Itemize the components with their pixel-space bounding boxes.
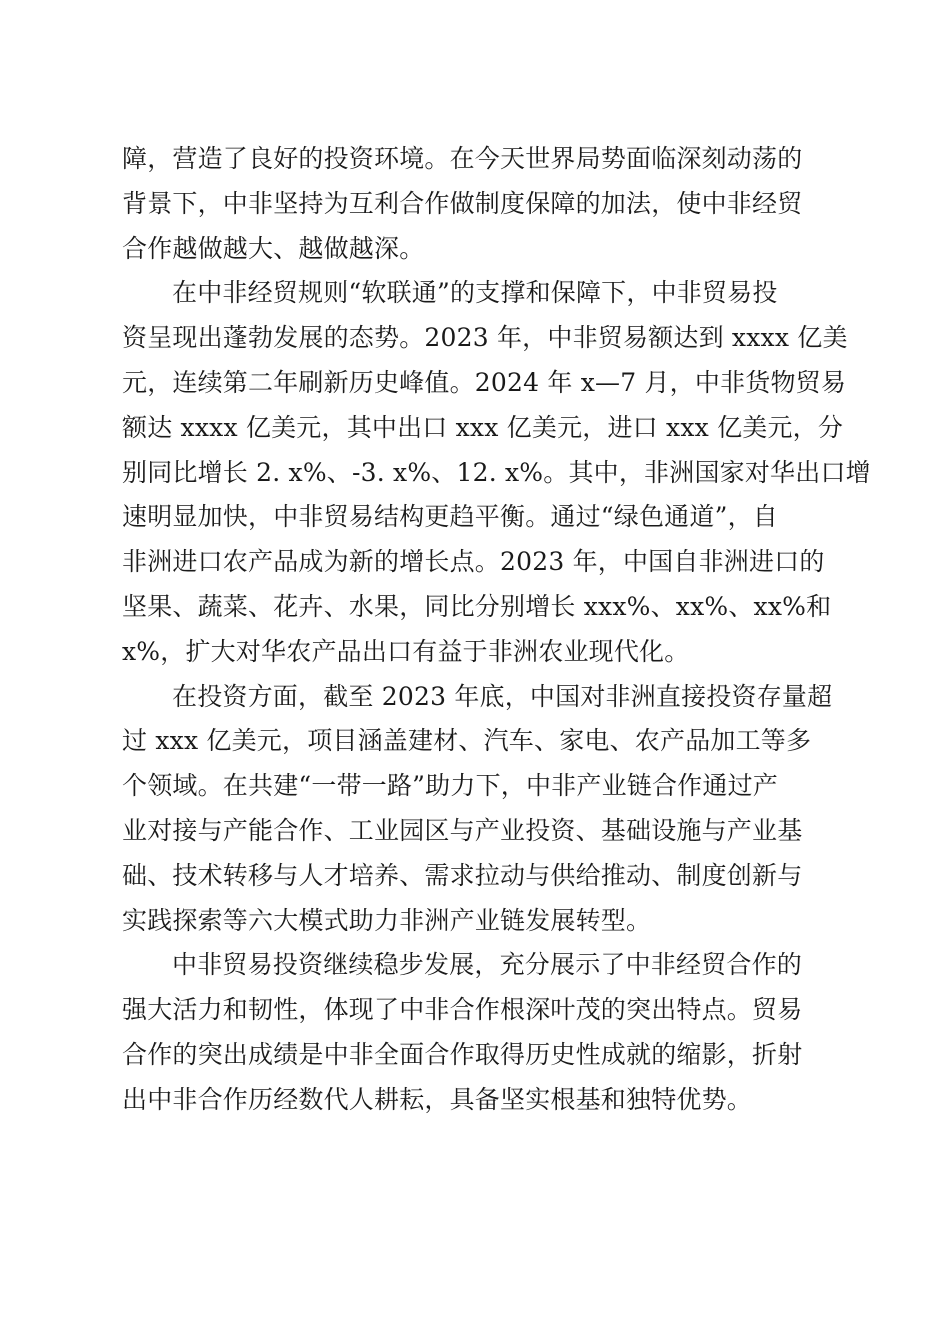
text-line: 额达 xxxx 亿美元，其中出口 xxx 亿美元，进口 xxx 亿美元，分 — [122, 412, 844, 442]
text-line: 坚果、蔬菜、花卉、水果，同比分别增长 xxx%、xx%、xx%和 — [122, 591, 832, 621]
text-line: 中非贸易投资继续稳步发展，充分展示了中非经贸合作的 — [172, 950, 803, 980]
paragraph-2 — [122, 271, 871, 674]
text-line: 业对接与产能合作、工业园区与产业投资、基础设施与产业基 — [122, 815, 803, 845]
text-line: 元，连续第二年刷新历史峰值。2024 年 x—7 月，中非货物贸易 — [122, 367, 847, 397]
text-line: 别同比增长 2. x%、-3. x%、12. x%。其中，非洲国家对华出口增 — [122, 457, 871, 487]
paragraph-3 — [122, 675, 832, 944]
paragraph-4 — [122, 943, 832, 1122]
text-line: 个领域。在共建“一带一路”助力下，中非产业链合作通过产 — [122, 771, 778, 801]
paragraph-1 — [122, 137, 832, 271]
body-text — [122, 137, 871, 1123]
text-line: 合作的突出成绩是中非全面合作取得历史性成就的缩影，折射 — [122, 1039, 803, 1069]
text-line: 非洲进口农产品成为新的增长点。2023 年，中国自非洲进口的 — [122, 547, 825, 577]
text-line: 础、技术转移与人才培养、需求拉动与供给推动、制度创新与 — [122, 860, 803, 890]
text-line: x%，扩大对华农产品出口有益于非洲农业现代化。 — [122, 636, 690, 666]
text-line: 出中非合作历经数代人耕耘，具备坚实根基和独特优势。 — [122, 1084, 753, 1114]
text-line: 资呈现出蓬勃发展的态势。2023 年，中非贸易额达到 xxxx 亿美 — [122, 323, 848, 353]
text-line: 过 xxx 亿美元，项目涵盖建材、汽车、家电、农产品加工等多 — [122, 726, 812, 756]
text-line: 实践探索等六大模式助力非洲产业链发展转型。 — [122, 905, 652, 935]
text-line: 背景下，中非坚持为互利合作做制度保障的加法，使中非经贸 — [122, 188, 803, 218]
text-line: 在投资方面，截至 2023 年底，中国对非洲直接投资存量超 — [172, 681, 833, 711]
text-line: 障，营造了良好的投资环境。在今天世界局势面临深刻动荡的 — [122, 144, 803, 173]
text-line: 速明显加快，中非贸易结构更趋平衡。通过“绿色通道”，自 — [122, 502, 778, 532]
text-line: 在中非经贸规则“软联通”的支撑和保障下，中非贸易投 — [172, 278, 778, 308]
text-line: 合作越做越大、越做越深。 — [122, 233, 425, 263]
text-line: 强大活力和韧性，体现了中非合作根深叶茂的突出特点。贸易 — [122, 995, 803, 1025]
